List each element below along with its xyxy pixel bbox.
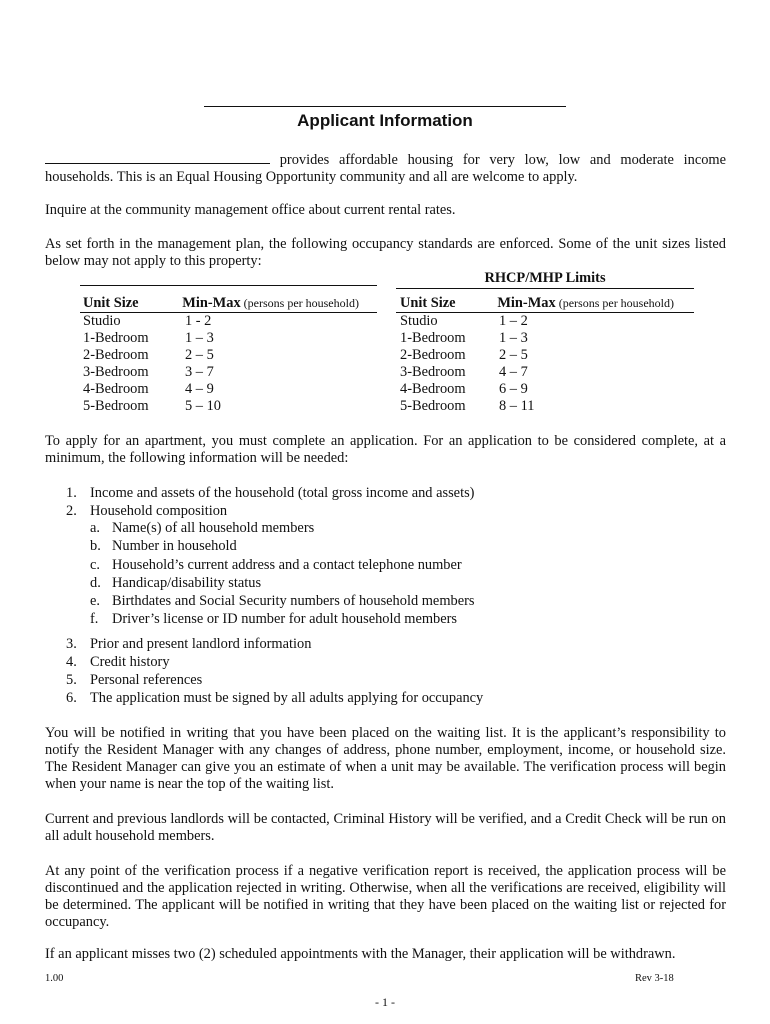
header-unit-size: Unit Size xyxy=(83,295,139,311)
sublist-item xyxy=(90,556,475,574)
table-row xyxy=(83,398,385,415)
list-item-number: 3. xyxy=(66,636,77,652)
notify-paragraph: You will be notified in writing that you have been placed on the waiting list. It is the applicant’s responsibility to notify the Resident Manager with any changes of address, phone number, employment, income, or household size. The Resident Manager can give you an estimate of when a unit may be available. The verification process will begin when your name is near the top of the waiting list. xyxy=(45,725,726,792)
table-row xyxy=(400,381,699,398)
list-item xyxy=(66,635,483,653)
unit-size-cell: Studio xyxy=(83,313,121,329)
table-row xyxy=(83,313,385,330)
table-row xyxy=(83,381,385,398)
verification-paragraph: At any point of the verification process if a negative verification report is received, the application process will be discontinued and the application rejected in writing. Otherwise, when all the verifications are received, eligibility will be determined. The applicant will be notified in writing that they have been placed on the waiting list or rejected for occupancy. xyxy=(45,863,726,930)
unit-size-cell: 4-Bedroom xyxy=(83,381,149,397)
sublist-item xyxy=(90,537,475,555)
list-item-number: d. xyxy=(90,574,101,591)
list-item-text: Name(s) of all household members xyxy=(112,520,315,536)
table-row xyxy=(83,330,385,347)
min-max-cell: 1 – 2 xyxy=(499,313,528,329)
property-name-blank[interactable] xyxy=(45,150,270,164)
footer-revision: Rev 3-18 xyxy=(635,973,674,984)
list-item-number: f. xyxy=(90,611,99,628)
header-min-max-label: Min-Max xyxy=(497,295,556,311)
unit-size-cell: 1-Bedroom xyxy=(83,330,149,346)
title-rule xyxy=(204,106,566,107)
list-item xyxy=(66,671,483,689)
header-min-max xyxy=(497,295,694,312)
occupancy-intro: As set forth in the management plan, the following occupancy standards are enforced. Some of the unit sizes listed below may not apply to this property: xyxy=(45,236,726,269)
list-item xyxy=(66,484,474,502)
unit-size-cell: 2-Bedroom xyxy=(83,347,149,363)
table-row xyxy=(400,398,699,415)
table-header xyxy=(80,295,377,313)
list-item-text: Number in household xyxy=(112,538,237,555)
unit-size-cell: Studio xyxy=(400,313,438,329)
unit-size-cell: 5-Bedroom xyxy=(400,398,466,414)
list-item-number: 6. xyxy=(66,690,77,706)
sublist-item xyxy=(90,519,475,537)
min-max-cell: 1 - 2 xyxy=(185,313,212,329)
list-item xyxy=(66,502,474,520)
occupancy-table-right xyxy=(400,295,699,415)
list-item-text: Household composition xyxy=(90,503,228,519)
min-max-cell: 5 – 10 xyxy=(185,398,221,414)
list-item-number: e. xyxy=(90,593,100,610)
left-table-top-rule xyxy=(80,285,377,286)
header-unit-size: Unit Size xyxy=(400,295,456,311)
list-item xyxy=(66,689,483,707)
table-row xyxy=(400,347,699,364)
min-max-cell: 3 – 7 xyxy=(185,364,214,380)
intro-text: provides affordable housing for very low, low and moderate income households. This is an Equal Housing Opportunity community and all are welcome to apply. xyxy=(45,152,726,185)
unit-size-cell: 1-Bedroom xyxy=(400,330,466,346)
list-item-text: Personal references xyxy=(90,672,203,688)
intro-paragraph xyxy=(45,150,726,186)
unit-size-cell: 4-Bedroom xyxy=(400,381,466,397)
table-row xyxy=(400,364,699,381)
apply-paragraph: To apply for an apartment, you must complete an application. For an application to be considered complete, at a minimum, the following information will be needed: xyxy=(45,433,726,466)
min-max-cell: 1 – 3 xyxy=(185,330,214,346)
requirements-list xyxy=(66,484,474,520)
unit-size-cell: 2-Bedroom xyxy=(400,347,466,363)
table-row xyxy=(83,347,385,364)
withdraw-paragraph: If an applicant misses two (2) scheduled appointments with the Manager, their application will be withdrawn. xyxy=(45,946,676,962)
list-item xyxy=(66,653,483,671)
list-item-text: Income and assets of the household (total gross income and assets) xyxy=(90,485,475,501)
sublist-item xyxy=(90,610,475,628)
min-max-cell: 1 – 3 xyxy=(499,330,528,346)
footer-version: 1.00 xyxy=(45,973,64,984)
unit-size-cell: 5-Bedroom xyxy=(83,398,149,414)
sublist-item xyxy=(90,592,475,610)
list-item-text: Driver’s license or ID number for adult household members xyxy=(112,611,458,628)
header-min-max xyxy=(182,295,377,312)
header-note: (persons per household) xyxy=(240,296,359,310)
occupancy-table-left xyxy=(83,295,385,415)
min-max-cell: 8 – 11 xyxy=(499,398,535,414)
list-item-text: Prior and present landlord information xyxy=(90,636,312,652)
header-note: (persons per household) xyxy=(555,296,675,310)
list-item-text: Credit history xyxy=(90,654,170,670)
rhcp-title: RHCP/MHP Limits xyxy=(396,270,694,289)
unit-size-cell: 3-Bedroom xyxy=(83,364,149,380)
min-max-cell: 2 – 5 xyxy=(499,347,528,363)
unit-size-cell: 3-Bedroom xyxy=(400,364,466,380)
min-max-cell: 4 – 7 xyxy=(499,364,528,380)
min-max-cell: 2 – 5 xyxy=(185,347,214,363)
table-row xyxy=(83,364,385,381)
list-item-text: Birthdates and Social Security numbers of household members xyxy=(112,593,475,610)
list-item-number: a. xyxy=(90,520,100,536)
table-row xyxy=(400,313,699,330)
list-item-text: The application must be signed by all adults applying for occupancy xyxy=(90,690,484,706)
household-composition-sublist xyxy=(90,519,475,629)
list-item-number: b. xyxy=(90,538,101,555)
page-number: - 1 - xyxy=(375,995,395,1009)
landlords-paragraph: Current and previous landlords will be contacted, Criminal History will be verified, and a Credit Check will be run on all adult household members. xyxy=(45,811,726,844)
sublist-item xyxy=(90,574,475,592)
list-item-number: 2. xyxy=(66,503,77,519)
list-item-number: 1. xyxy=(66,485,77,501)
min-max-cell: 4 – 9 xyxy=(185,381,214,397)
inquire-paragraph: Inquire at the community management office about current rental rates. xyxy=(45,202,456,218)
header-min-max-label: Min-Max xyxy=(182,295,241,311)
list-item-text: Household’s current address and a contact telephone number xyxy=(112,556,462,573)
list-item-text: Handicap/disability status xyxy=(112,574,262,591)
table-header xyxy=(396,295,694,313)
page-title: Applicant Information xyxy=(297,111,473,130)
table-row xyxy=(400,330,699,347)
requirements-list-continued xyxy=(66,635,483,707)
min-max-cell: 6 – 9 xyxy=(499,381,528,397)
list-item-number: 4. xyxy=(66,654,77,670)
list-item-number: 5. xyxy=(66,672,77,688)
list-item-number: c. xyxy=(90,556,100,573)
